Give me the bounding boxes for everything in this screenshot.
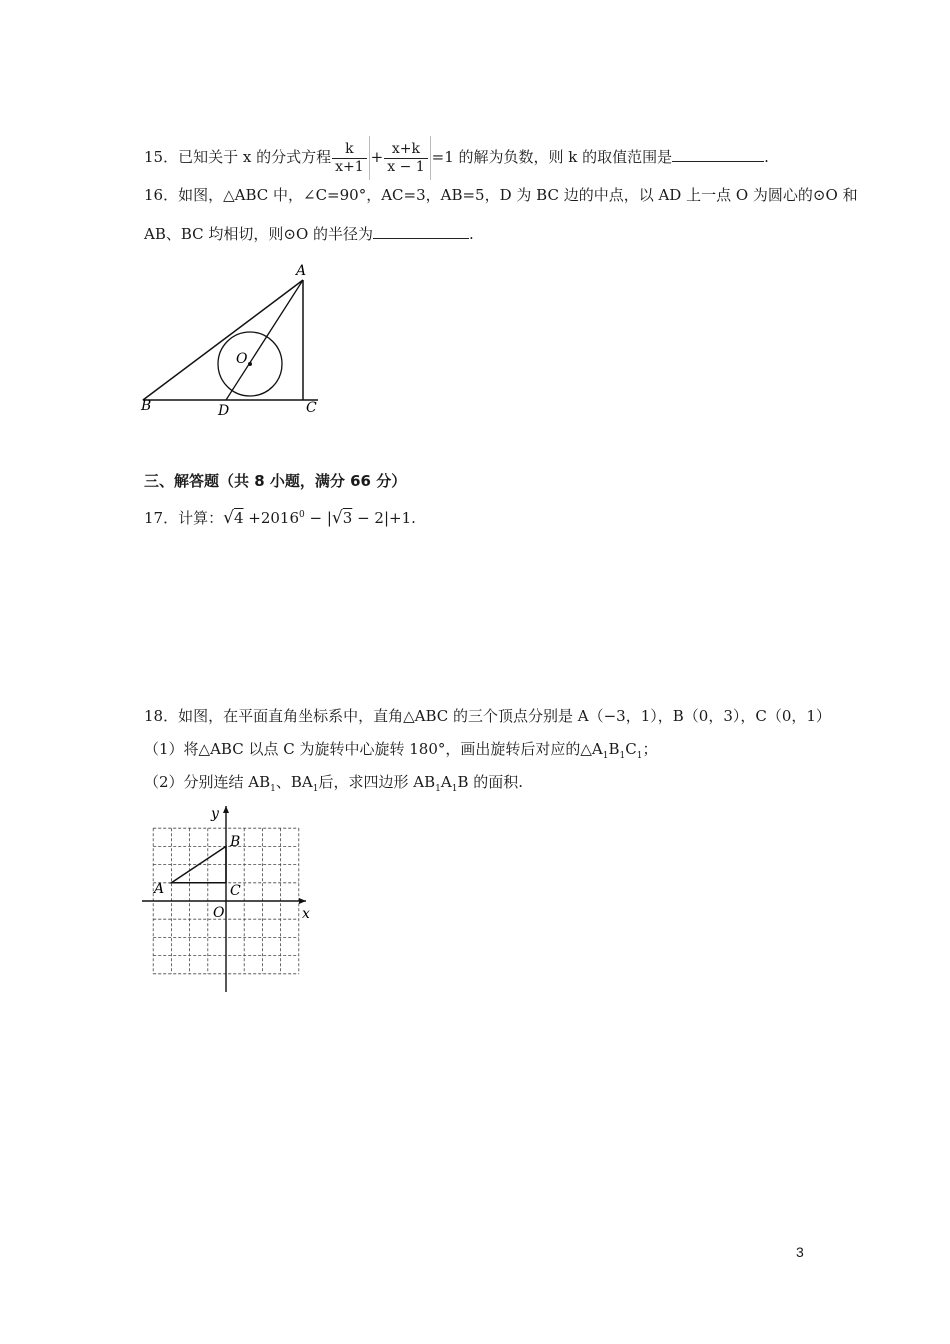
label-B: B (141, 398, 152, 414)
question-18-line2: （1）将△ABC 以点 C 为旋转中心旋转 180°，画出旋转后对应的$\triangle A_1B_1C_1$； (144, 740, 658, 761)
question-18-line3: （2）分别连结 $AB_1$、$BA_1$后，求四边形 $AB_1A_1B$ 的面积. (144, 773, 523, 794)
q18-coordinate-grid (138, 800, 318, 995)
q16-answer-blank[interactable] (373, 222, 469, 239)
q15-answer-blank[interactable] (672, 145, 764, 162)
page-number: 3 (796, 1244, 804, 1260)
y-axis-arrow (223, 806, 229, 813)
label-C: C (230, 883, 241, 899)
q15-fraction-2: $\frac{x+k}{x - 1}$ (384, 141, 427, 176)
label-x: x (302, 906, 310, 922)
question-17: 17．计算：$√4 +2016^0 - |√3 - 2|+1$. (144, 508, 416, 528)
x-axis-arrow (299, 898, 306, 904)
label-D: D (218, 403, 230, 419)
label-A: A (296, 263, 307, 279)
section-3-title: 三、解答题（共 8 小题，满分 66 分） (144, 472, 407, 490)
label-y: y (211, 806, 219, 822)
label-A: A (154, 881, 165, 897)
question-16-line1: 16．如图，△ABC 中，∠C=90°，AC=3，AB=5，D 为 BC 边的中点，以 AD 上一点 O 为圆心的⊙O 和 (144, 186, 858, 204)
label-B: B (230, 834, 241, 850)
q15-suffix: =1 的解为负数，则 k 的取值范围是 (431, 148, 673, 166)
question-18-line1: 18．如图，在平面直角坐标系中，直角△ABC 的三个顶点分别是 A（−3，1），B（0，3），C（0，1） (144, 707, 831, 725)
label-C: C (306, 400, 317, 416)
label-O: O (236, 351, 248, 367)
q15-fraction-1: $\frac{k}{x+1}$ (332, 141, 367, 176)
q15-prefix: 15．已知关于 x 的分式方程 (144, 148, 332, 166)
q16-triangle-figure (138, 260, 328, 420)
label-O: O (213, 905, 225, 921)
question-15: 15．已知关于 x 的分式方程 $\frac{k}{x+1}$ + $\frac{x+k}{x - 1}$ =1 的解为负数，则 k 的取值范围是 . (144, 136, 769, 180)
question-16-line2: AB、BC 均相切，则⊙O 的半径为 . (144, 222, 474, 245)
